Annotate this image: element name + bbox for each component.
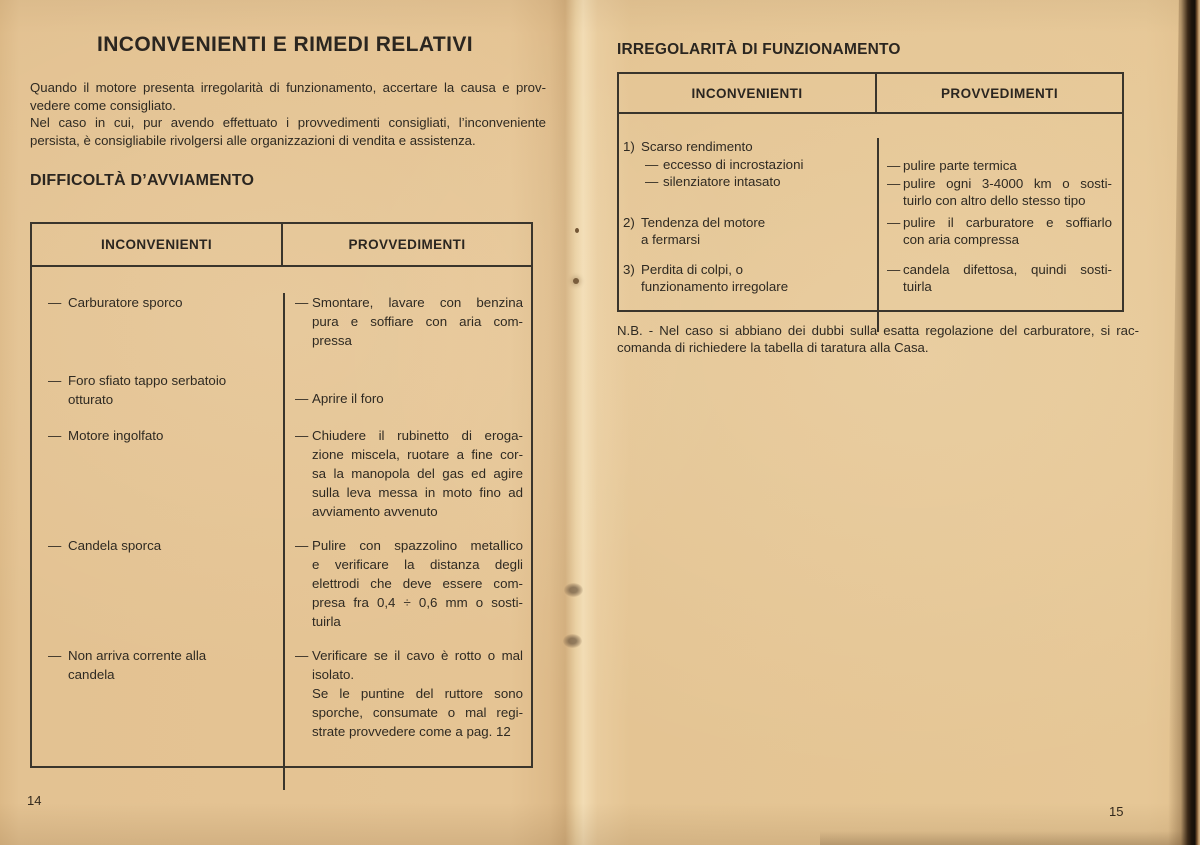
paper-speck xyxy=(575,228,579,233)
table-header-problems: INCONVENIENTI xyxy=(619,74,877,112)
remedy-cell xyxy=(285,293,531,350)
sub-problem-text: eccesso di incrostazioni xyxy=(663,156,804,172)
problem-cell xyxy=(619,214,879,249)
problem-text xyxy=(68,646,275,684)
dash-bullet: — xyxy=(887,158,901,173)
table-body xyxy=(32,293,531,790)
text-line: Smontare, lavare con benzina xyxy=(312,295,523,310)
text-line: elettrodi che deve essere com- xyxy=(312,576,523,591)
troubleshooting-table-running xyxy=(617,72,1124,312)
remedy-cell xyxy=(285,646,531,741)
page-edge-shadow xyxy=(1168,0,1200,845)
section-heading-running-irregularities: IRREGOLARITÀ DI FUNZIONAMENTO xyxy=(617,41,901,58)
item-number: 3) xyxy=(623,261,635,277)
text-line: Candela sporca xyxy=(68,538,162,553)
text-line: presa fra 0,4 ÷ 0,6 mm o sosti- xyxy=(312,595,523,610)
table-row xyxy=(32,426,531,521)
text-line: isolato. xyxy=(312,667,355,682)
text-line: pura e soffiare con aria com- xyxy=(312,314,523,329)
problem-cell xyxy=(619,261,879,296)
remedy-cell xyxy=(879,157,1122,210)
text-line: e verificare la distanza degli xyxy=(312,557,523,572)
sub-problem-text: silenziatore intasato xyxy=(663,174,781,189)
text-line: avviamento avvenuto xyxy=(312,504,438,519)
table-row xyxy=(619,261,1122,296)
text-line: comanda di richiedere la tabella di taratura alla Casa. xyxy=(617,340,929,355)
dash-bullet: — xyxy=(48,428,62,443)
section-heading-starting-difficulties: DIFFICOLTÀ D’AVVIAMENTO xyxy=(30,172,255,189)
problem-cell xyxy=(32,293,285,350)
text-line: Non arriva corrente alla xyxy=(68,648,207,663)
text-line: pulire il carburatore e soffiarlo xyxy=(903,214,1112,230)
text-line: N.B. - Nel caso si abbiano dei dubbi sulla esatta regolazione del carburatore, si rac- xyxy=(617,323,1139,338)
problem-cell xyxy=(32,536,285,631)
remedy-text xyxy=(903,175,1112,210)
problem-cell xyxy=(32,371,285,409)
page-title: INCONVENIENTI E RIMEDI RELATIVI xyxy=(96,33,474,56)
text-line: strate provvedere come a pag. 12 xyxy=(312,724,511,739)
dash-bullet: — xyxy=(645,156,659,172)
page-number-left: 14 xyxy=(27,793,42,808)
text-line: Carburatore sporco xyxy=(68,295,183,310)
table-header-remedies: PROVVEDIMENTI xyxy=(941,85,1058,101)
problem-text xyxy=(641,214,871,249)
text-line: persista, è consigliabile rivolgersi alle organizzazioni di vendita e assistenza. xyxy=(30,132,476,148)
text-line: funzionamento irregolare xyxy=(641,279,789,294)
text-line: tuirlo con altro dello stesso tipo xyxy=(903,193,1086,208)
table-row xyxy=(32,371,531,409)
table-header-row xyxy=(619,74,1122,114)
text-line: Chiudere il rubinetto di eroga- xyxy=(312,428,523,443)
text-line: pressa xyxy=(312,333,352,348)
table-row xyxy=(32,536,531,631)
intro-paragraph xyxy=(30,79,546,114)
table-header-row xyxy=(32,224,531,267)
text-line: Tendenza del motore xyxy=(641,214,766,230)
text-line: con aria compressa xyxy=(903,232,1020,247)
remedy-cell xyxy=(285,536,531,631)
nb-note xyxy=(617,322,1139,356)
table-header-problems: INCONVENIENTI xyxy=(32,224,283,265)
problem-text xyxy=(68,293,275,312)
text-line: tuirla xyxy=(903,279,932,294)
problem-text xyxy=(68,536,275,555)
troubleshooting-table-starting xyxy=(30,222,533,768)
remedy-text xyxy=(312,426,523,521)
table-row xyxy=(32,646,531,741)
problem-text xyxy=(68,426,275,445)
problem-cell xyxy=(619,138,879,210)
remedy-text xyxy=(312,293,523,350)
problem-cell xyxy=(32,426,285,521)
text-line: Se le puntine del ruttore sono xyxy=(312,686,523,701)
remedy-cell xyxy=(879,261,1122,296)
staple xyxy=(563,634,582,648)
text-line: a fermarsi xyxy=(641,232,701,247)
text-line: zione miscela, ruotare a fine cor- xyxy=(312,447,523,462)
intro-paragraph xyxy=(30,114,546,149)
text-line: Pulire con spazzolino metallico xyxy=(312,538,523,553)
table-row xyxy=(619,214,1122,249)
text-line: otturato xyxy=(68,392,114,407)
dash-bullet: — xyxy=(887,175,901,191)
text-line: Scarso rendimento xyxy=(641,139,753,154)
dash-bullet: — xyxy=(48,538,62,553)
remedy-cell xyxy=(879,214,1122,249)
problem-text xyxy=(68,371,275,409)
intro-text xyxy=(30,79,546,149)
dash-bullet: — xyxy=(295,648,309,663)
dash-bullet: — xyxy=(295,428,309,443)
dash-bullet: — xyxy=(48,648,62,663)
remedy-text xyxy=(903,214,1112,249)
table-row xyxy=(32,293,531,350)
problem-cell xyxy=(32,646,285,741)
dash-bullet: — xyxy=(48,373,62,388)
bottom-edge-shadow xyxy=(820,831,1200,845)
remedy-text xyxy=(903,261,1112,296)
remedy-cell xyxy=(285,371,531,409)
dash-bullet: — xyxy=(48,295,62,310)
column-divider xyxy=(877,138,879,332)
remedy-text xyxy=(312,536,523,631)
table-header-remedies: PROVVEDIMENTI xyxy=(348,237,466,252)
text-line: sporche, consumate o mal regi- xyxy=(312,705,523,720)
dash-bullet: — xyxy=(887,261,901,277)
sub-problem-list xyxy=(645,156,871,191)
remedy-cell xyxy=(285,426,531,521)
text-line: Perdita di colpi, o xyxy=(641,261,743,277)
dash-bullet: — xyxy=(645,174,659,189)
page-number-right: 15 xyxy=(1109,804,1124,819)
remedy-text xyxy=(903,157,1112,175)
table-body xyxy=(619,138,1122,332)
text-line: pulire parte termica xyxy=(903,158,1017,173)
dash-bullet: — xyxy=(887,214,901,230)
text-line: candela xyxy=(68,667,115,682)
text-line: vedere come consigliato. xyxy=(30,97,176,113)
text-line: Motore ingolfato xyxy=(68,428,164,443)
text-line: pulire ogni 3-4000 km o sosti- xyxy=(903,175,1112,191)
text-line: sa la manopola del gas ed agire xyxy=(312,466,523,481)
dash-bullet: — xyxy=(295,391,309,406)
text-line: Nel caso in cui, pur avendo effettuato i provvedimenti consigliati, l’inconveniente xyxy=(30,115,546,131)
text-line: sulla leva messa in moto fino ad xyxy=(312,485,523,500)
text-line: Verificare se il cavo è rotto o mal xyxy=(312,648,523,663)
text-line: Aprire il foro xyxy=(312,391,384,406)
table-row xyxy=(619,138,1122,210)
column-divider xyxy=(283,293,285,790)
item-number: 1) xyxy=(623,139,635,154)
remedy-text xyxy=(312,646,523,741)
text-line: candela difettosa, quindi sosti- xyxy=(903,261,1112,277)
item-number: 2) xyxy=(623,214,635,230)
paper-speck xyxy=(573,278,579,284)
dash-bullet: — xyxy=(295,538,309,553)
problem-text xyxy=(641,138,871,156)
text-line: tuirla xyxy=(312,614,341,629)
problem-text xyxy=(641,261,871,296)
remedy-text xyxy=(312,389,523,408)
text-line: Quando il motore presenta irregolarità di funzionamento, accertare la causa e prov- xyxy=(30,80,546,95)
staple xyxy=(564,583,583,597)
text-line: Foro sfiato tappo serbatoio xyxy=(68,373,227,388)
dash-bullet: — xyxy=(295,295,309,310)
